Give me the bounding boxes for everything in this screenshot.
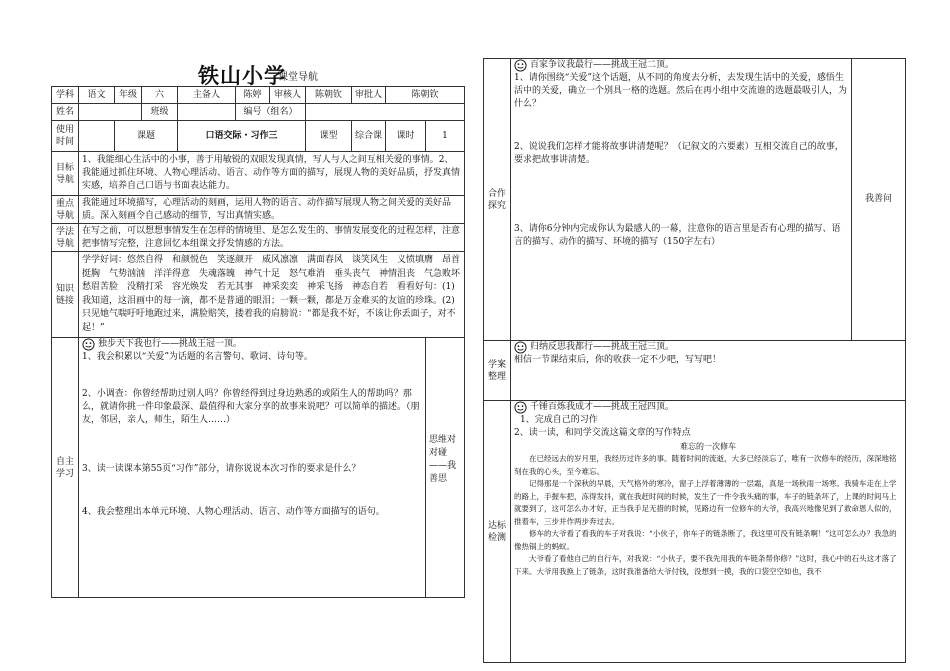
title-subtitle: 课堂导航 xyxy=(278,72,318,83)
cooperate-content xyxy=(511,59,852,341)
goals-row xyxy=(52,152,465,196)
class-label: 班级 xyxy=(142,104,178,121)
self-study-label: 自主学习 xyxy=(52,338,79,598)
summary-row xyxy=(484,341,906,401)
cooperate-row xyxy=(484,59,906,341)
grade-value: 六 xyxy=(142,87,178,104)
cooperate-heading: 百家争议我最行——挑战王冠二顶。 xyxy=(514,59,848,72)
assess-q2: 2、读一读，和同学交流这篇文章的写作特点 xyxy=(514,428,691,438)
right-lesson-table xyxy=(483,58,906,663)
subject-value: 语文 xyxy=(79,87,115,104)
goals-text: 1、我能细心生活中的小事，善于用敏锐的双眼发现真情，写人与人之间互相关爱的事情。2、我能通过抓住环境、人物心理活动、语言、动作等方面的描写，展现人物的美好品质，抒发真情实感，培养自己口语与书面表达能力。 xyxy=(79,152,465,196)
cooperate-side: 我善问 xyxy=(852,59,906,341)
approver-label: 审批人 xyxy=(352,87,386,104)
approver-value: 陈朝钦 xyxy=(386,87,465,104)
smiley-icon xyxy=(82,338,95,351)
school-name: 铁山小学 xyxy=(198,63,286,88)
keypoints-text: 我能通过环境描写，心理活动的刻画，运用人物的语言、动作描写展现人物之间关爱的美好品质。深入刻画令自己感动的细节，写出真情实感。 xyxy=(79,196,465,224)
essay-paragraph: 在已经远去的岁月里，我经历过许多的事。随着时间的流逝，大多已经淡忘了，唯有一次修车的经历，深深地铭刻在我的心头，至今难忘。 xyxy=(514,454,897,476)
summary-content xyxy=(511,341,906,401)
essay-paragraph: 记得那是一个深秋的早晨，天气格外的寒冷，窗子上浮着薄薄的一层霜，真是一场秋雨一场寒。我骑车走在上学的路上，手握车把，冻得发抖，就在我赶时间的时候，发生了一件令我头痛的事，车子的链条坏了，上课的时间马上就要到了，这可怎么办才好，正当我手足无措的时候，见路边有一位修车的大爷，我高兴地像见到了救命恩人似的，推着车，三步并作两步奔过去。 xyxy=(514,479,897,526)
self-study-content xyxy=(79,338,426,598)
period-value: 1 xyxy=(426,121,465,152)
name-label: 姓名 xyxy=(52,104,79,121)
assess-label: 达标检测 xyxy=(484,401,511,663)
summary-label: 学案整理 xyxy=(484,341,511,401)
cooperate-q1: 1、请你围绕“关爱”这个话题，从不同的角度去分析，去发现生活中的关爱，感悟生活中的关爱，确立一个别具一格的选题。然后在再小组中交流谁的选题最吸引人，为什么？ xyxy=(514,73,848,109)
lead-value: 陈婷 xyxy=(236,87,270,104)
self-study-heading: 独步天下我也行——挑战王冠一顶。 xyxy=(82,338,422,351)
page-title xyxy=(190,60,460,86)
self-study-q1: 1、我会积累以“关爱”为话题的名言警句、歌词、诗句等。 xyxy=(82,352,313,362)
keypoints-row xyxy=(52,196,465,224)
assess-content xyxy=(511,401,906,663)
essay-paragraph: 修车的大爷看了看我的车子对我说：“小伙子，你车子的链条断了，我这里可没有链条啊！”这可怎么办？我急的像热锅上的蚂蚁。 xyxy=(514,529,897,551)
goals-label: 目标导航 xyxy=(52,152,79,196)
class-field[interactable] xyxy=(178,104,236,121)
smiley-icon xyxy=(514,59,527,72)
left-lesson-table xyxy=(51,86,470,598)
essay-body xyxy=(514,453,902,578)
knowledge-label: 知识链接 xyxy=(52,252,79,338)
smiley-icon xyxy=(514,341,527,354)
essay-paragraph: 大爷看了看他自己的自行车，对我说：“小伙子，要不我先用我的车链条帮你修？”这时，我心中的石头这才落了下来。大爷用我换上了链条，这时我准备给大爷付钱，没想到一摸，我的口袋空空如也，我不 xyxy=(514,554,897,576)
period-label: 课时 xyxy=(386,121,426,152)
name-field[interactable] xyxy=(79,104,142,121)
cooperate-q2: 2、说说我们怎样才能将故事讲清楚呢？（记叙文的六要素）互相交流自己的故事，要求把故事讲清楚。 xyxy=(514,142,844,165)
grade-label: 年级 xyxy=(115,87,142,104)
subject-label: 学科 xyxy=(52,87,79,104)
method-label: 学法导航 xyxy=(52,224,79,252)
self-study-q3: 3、读一读课本第55页“习作”部分，请你说说本次习作的要求是什么？ xyxy=(82,464,361,474)
lead-label: 主备人 xyxy=(178,87,236,104)
type-label: 课型 xyxy=(306,121,352,152)
self-study-q2: 2、小调查：你曾经帮助过别人吗？你曾经得到过身边熟悉的或陌生人的帮助吗？那么，就请你挑一件印象最深、最值得和大家分享的故事来说吧？可以简单的描述。（朋友，邻居，亲人，师生，陌生人……） xyxy=(82,389,420,425)
summary-text: 相信一节课结束后，你的收获一定不少吧，写写吧！ xyxy=(514,355,722,365)
knowledge-text: 学学好词：悠然自得 和颜悦色 笑逐颜开 威风凛凛 满面春风 谈笑风生 义愤填膺 昂首挺胸 气势汹汹 洋洋得意 失魂落魄 神气十足 怒气难消 垂头丧气 神情沮丧 气急败坏 愁眉苦脸 没精打采 容光焕发 若无其事 神采奕奕 神采飞扬 神态自若 看看好句：(1)我知道，这泪画中的每一滴，都不是普通的眼泪；一颗一颗，都是万金难买的友谊的珍珠。(2)只见她气喘吁吁地跑过来，满脸赔笑，搂着我的肩膀说：“都是我不好，不该让你丢面子，对不起！” xyxy=(79,252,465,338)
header-row-3 xyxy=(52,121,465,152)
smiley-icon xyxy=(514,401,527,414)
method-row xyxy=(52,224,465,252)
header-row-1 xyxy=(52,87,465,104)
essay-title: 难忘的一次修车 xyxy=(680,442,736,451)
self-study-side: 思维对对碰——我善思 xyxy=(426,338,465,598)
time-field[interactable] xyxy=(79,121,115,152)
cooperate-q3: 3、请你6分钟内完成你认为最感人的一幕，注意你的语言里是否有心理的描写、语言的描写、动作的描写、环境的描写（150字左右） xyxy=(514,224,841,247)
method-text: 在写之前，可以想想事情发生在怎样的情境里、是怎么发生的、事情发展变化的过程怎样，注意把事情写完整，注意回忆本组课文抒发情感的方法。 xyxy=(79,224,465,252)
reviewer-value: 陈朝钦 xyxy=(306,87,352,104)
number-field[interactable] xyxy=(306,104,465,121)
self-study-row xyxy=(52,338,465,598)
number-label: 编号（组名） xyxy=(236,104,306,121)
topic-value: 口语交际・习作三 xyxy=(178,121,306,152)
topic-label: 课题 xyxy=(115,121,178,152)
assess-q1: 1、完成自己的习作 xyxy=(520,415,598,425)
assess-row xyxy=(484,401,906,663)
knowledge-row xyxy=(52,252,465,338)
keypoints-label: 重点导航 xyxy=(52,196,79,224)
header-row-2 xyxy=(52,104,465,121)
reviewer-label: 审核人 xyxy=(270,87,306,104)
time-label: 使用时间 xyxy=(52,121,79,152)
cooperate-label: 合作探究 xyxy=(484,59,511,341)
summary-heading: 归纳反思我都行——挑战王冠三顶。 xyxy=(514,341,902,354)
assess-heading: 千锤百炼我成才——挑战王冠四顶。 xyxy=(514,401,902,414)
type-value: 综合课 xyxy=(352,121,386,152)
self-study-q4: 4、我会整理出本单元环境、人物心理活动、语言、动作等方面描写的语句。 xyxy=(82,507,385,517)
